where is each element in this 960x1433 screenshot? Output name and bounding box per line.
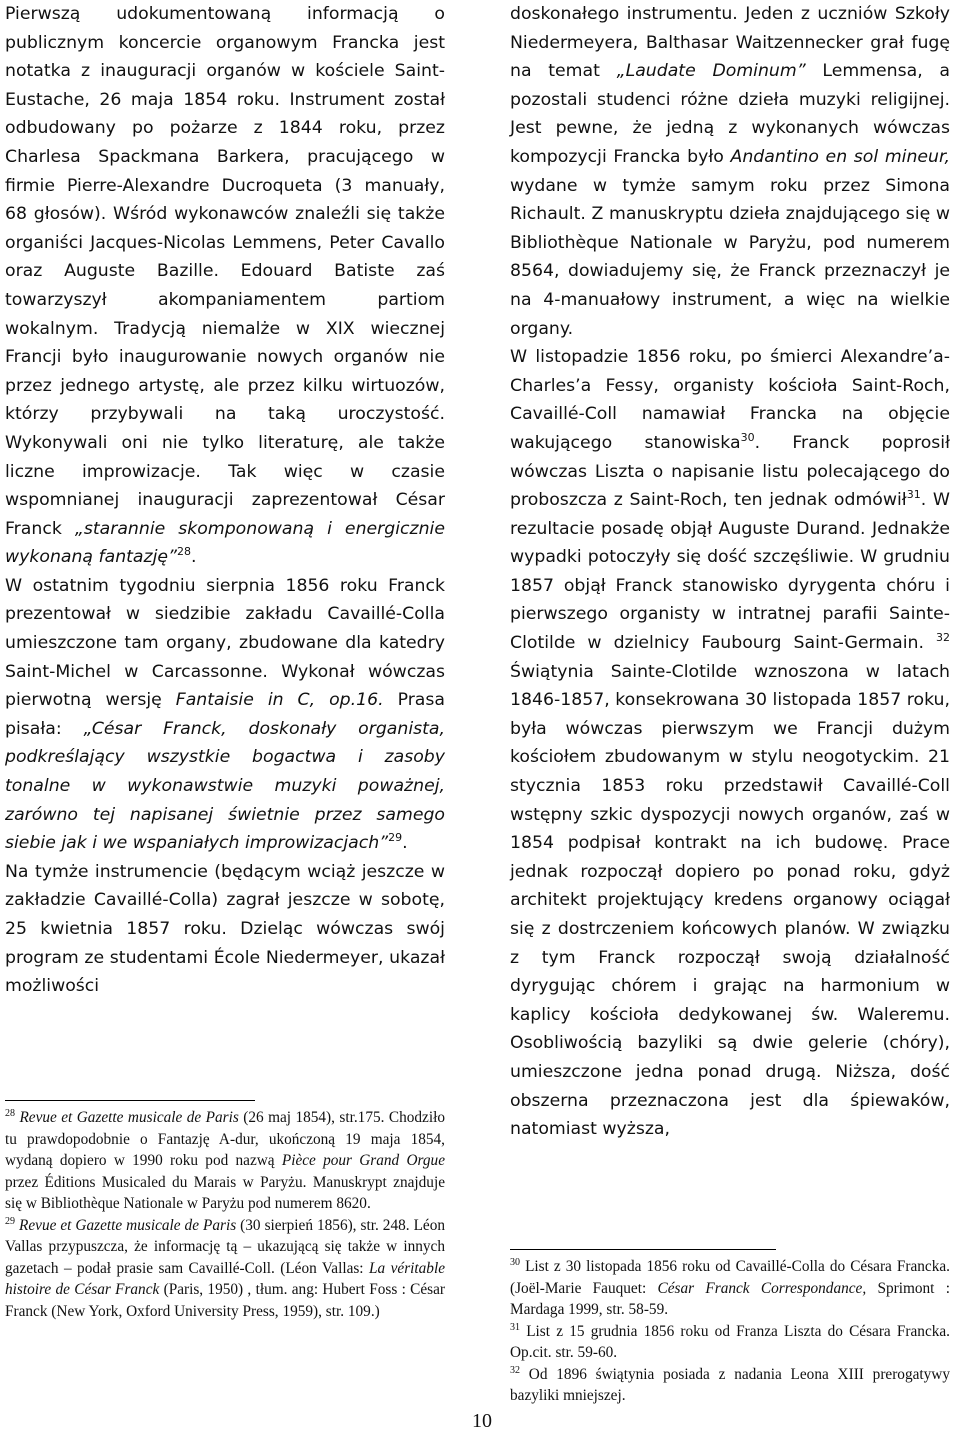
footnote-28-work: Pièce pour Grand Orgue bbox=[281, 1152, 445, 1169]
footnote-31 bbox=[510, 1321, 950, 1364]
footnote-ref-32[interactable]: 32 bbox=[936, 631, 950, 645]
footnote-30-work: César Franck Correspondance, bbox=[657, 1279, 867, 1297]
left-paragraph-3 bbox=[5, 858, 445, 1001]
left-column bbox=[5, 0, 445, 1001]
footnote-32-number: 32 bbox=[510, 1364, 520, 1376]
right-footnote-rule bbox=[510, 1249, 776, 1250]
footnote-30-text: List z 30 listopada 1856 roku od Cavaillé-Colla do Césara Francka. (Joël-Marie Fauquet: bbox=[510, 1258, 950, 1297]
footnote-28-journal: Revue et Gazette musicale de Paris bbox=[19, 1109, 239, 1126]
footnote-ref-29[interactable]: 29 bbox=[388, 831, 403, 845]
footnote-32-text: Od 1896 świątynia posiada z nadania Leona XIII prerogatywy bazyliki mniejszej. bbox=[510, 1365, 950, 1404]
footnote-ref-30[interactable]: 30 bbox=[740, 431, 755, 445]
footnote-29 bbox=[5, 1215, 445, 1323]
left-p3-text: Na tymże instrumencie (będącym wciąż jeszcze w zakładzie Cavaillé-Colla) zagrał jeszcze w sobotę, 25 kwietnia 1857 roku. Dzieląc wówczas swój program ze studentami École Niedermeyer, ukazał możliwości bbox=[5, 861, 445, 997]
footnote-28-text: (26 maj 1854), str.175. Chodziło tu prawdopodobnie o Fantazję A-dur, ukończoną 19 maja 1854, wydaną dopiero w 1990 roku pod nazwą bbox=[5, 1109, 445, 1169]
left-footnotes bbox=[5, 1107, 445, 1322]
left-p2-quote: „César Franck, doskonały organista, podkreślający wszystkie bogactwa i zasoby tonalne w wykonawstwie muzyki poważnej, zarówno tej napisanej świetnie przez samego siebie jak i we wspaniałych improwizacjach” bbox=[5, 718, 446, 854]
footnote-31-number: 31 bbox=[510, 1321, 520, 1333]
right-p2-text-d: Świątynia Sainte-Clotilde wznoszona w latach 1846-1857, konsekrowana 30 listopada 1857 roku, była wówczas pierwszym we Francji dużym kościołem zbudowanym w stylu neogotyckim. 21 stycznia 1853 roku przedstawił Cavaillé-Coll wstępny szkic dyspozycji nowych organów, zaś w 1854 podpisał kontrakt na ich budowę. Prace jednak rozpoczął dopiero po ponad roku, gdyż architekt projektujący kredens organowy ociągał się z dostrczeniem końcowych planów. W związku z tym Franck rozpoczął swoją działalność dyrygując chórem i grając na harmonium w kaplicy kościoła dedykowanej św. Waleremu. Osobliwością bazyliki są dwie gelerie (chóry), umieszczone jedna ponad drugą. Niższa, dość obszerna przeznaczona jest dla śpiewaków, natomiast wyższa, bbox=[510, 661, 950, 1140]
footnote-29-text: (30 sierpień 1856), str. 248. Léon Vallas przypuszcza, że informację tą – ukazującą się także w innych gazetach – podał prasie sam Cavaillé-Coll. (Léon Vallas: bbox=[5, 1216, 446, 1277]
footnote-ref-28[interactable]: 28 bbox=[176, 545, 191, 559]
left-p2-text: W ostatnim tygodniu sierpnia 1856 roku Franck prezentował w siedzibie zakładu Cavaillé-Colla umieszczone tam organy, zbudowane dla katedry Saint-Michel w Carcassonne. Wykonał wówczas pierwotną wersję bbox=[5, 575, 445, 711]
left-p1-quote: „starannie skomponowaną i energicznie wykonaną fantazję” bbox=[5, 518, 445, 568]
footnote-30-number: 30 bbox=[510, 1256, 520, 1268]
footnote-28-text-b: przez Éditions Musicaled du Marais w Paryżu. Manuskrypt znajduje się w Bibliothèque Nationale w Paryżu pod numerem 8620. bbox=[5, 1173, 445, 1212]
right-p1-fugue-theme: „Laudate Dominum” bbox=[616, 61, 806, 82]
page-number: 10 bbox=[472, 1410, 492, 1432]
footnote-32 bbox=[510, 1364, 950, 1407]
left-footnote-rule bbox=[5, 1100, 255, 1101]
footnote-30-text-b: Sprimont : Mardaga 1999, str. 58-59. bbox=[510, 1279, 951, 1318]
left-p1-end: . bbox=[190, 547, 197, 568]
right-p1-text-c: wydane w tymże samym roku przez Simona Richault. Z manuskryptu dzieła znajdującego się w Bibliothèque Nationale w Paryżu, pod numerem 8564, dowiadujemy się, że Franck przeznaczył je na 4-manuałowy instrument, a więc na wielkie organy. bbox=[510, 175, 950, 339]
footnote-31-text: List z 15 grudnia 1856 roku od Franza Liszta do Césara Francka. Op.cit. str. 59-60. bbox=[510, 1322, 950, 1361]
left-p2-end: . bbox=[402, 833, 408, 854]
left-paragraph-2 bbox=[5, 572, 445, 858]
footnote-30 bbox=[510, 1256, 950, 1321]
right-paragraph-2 bbox=[510, 343, 950, 1144]
right-p2-text-c: . W rezultacie posadę objął Auguste Durand. Jednakże wypadki potoczyły się dość szczęśliwie. W grudniu 1857 objął Franck stanowisko dyrygenta chóru i pierwszego organisty w intratnej parafii Sainte-Clotilde w dzielnicy Faubourg Saint-Germain. bbox=[510, 490, 950, 654]
footnote-29-journal: Revue et Gazette musicale de Paris bbox=[19, 1216, 237, 1234]
right-footnotes bbox=[510, 1256, 950, 1407]
right-column bbox=[510, 0, 950, 1144]
left-p1-text: Pierwszą udokumentowaną informacją o publicznym koncercie organowym Francka jest notatka z inauguracji organów w kościele Saint-Eustache, 26 maja 1854 roku. Instrument został odbudowany po pożarze z 1844 roku, przez Charlesa Spackmana Barkera, pracującego w firmie Pierre-Alexandre Ducroqueta (3 manuały, 68 głosów). Wśród wykonawców znaleźli się także organiści Jacques-Nicolas Lemmens, Peter Cavallo oraz Auguste Bazille. Edouard Batiste zaś towarzyszył akompaniamentem partiom wokalnym. Tradycją niemalże w XIX wiecznej Francji było inaugurowanie nowych organów nie przez jednego artystę, ale przez kilku wirtuozów, którzy przybywali na taką uroczystość. Wykonywali oni nie tylko literaturę, ale także liczne improwizacje. Tak więc w czasie wspomnianej inauguracji zaprezentował César Franck bbox=[5, 4, 445, 539]
footnote-29-number: 29 bbox=[5, 1215, 15, 1227]
right-p2-text-b: . Franck poprosił wówczas Liszta o napisanie listu polecającego do proboszcza z Saint-Roch, ten jednak odmówił bbox=[510, 432, 950, 511]
right-p1-text-b: Lemmensa, a pozostali studenci różne dzieła muzyki religijnej. Jest pewne, że jedną z wykonanych wówczas kompozycji Francka było bbox=[510, 61, 951, 167]
right-p1-text: doskonałego instrumentu. Jeden z uczniów Szkoły Niedermeyera, Balthasar Waitzennecker grał fugę na temat bbox=[510, 4, 950, 82]
footnote-28 bbox=[5, 1107, 445, 1215]
right-p2-text: W listopadzie 1856 roku, po śmierci Alexandre’a-Charles’a Fessy, organisty kościoła Saint-Roch, Cavaillé-Coll namawiał Francka na objęcie wakującego stanowiska bbox=[510, 347, 950, 453]
left-p2-text-b: Prasa pisała: bbox=[5, 690, 445, 739]
footnote-ref-31[interactable]: 31 bbox=[906, 488, 921, 502]
footnote-29-work: La véritable histoire de César Franck bbox=[5, 1259, 445, 1298]
right-paragraph-1 bbox=[510, 0, 950, 343]
right-p1-work-title: Andantino en sol mineur, bbox=[730, 146, 951, 167]
left-p2-work-title: Fantaisie in C, op.16. bbox=[175, 690, 384, 711]
footnote-29-text-b: (Paris, 1950) , tłum. ang: Hubert Foss : César Franck (New York, Oxford University Press, 1959), str. 109.) bbox=[5, 1281, 445, 1320]
left-paragraph-1 bbox=[5, 0, 445, 572]
footnote-28-number: 28 bbox=[5, 1107, 15, 1119]
